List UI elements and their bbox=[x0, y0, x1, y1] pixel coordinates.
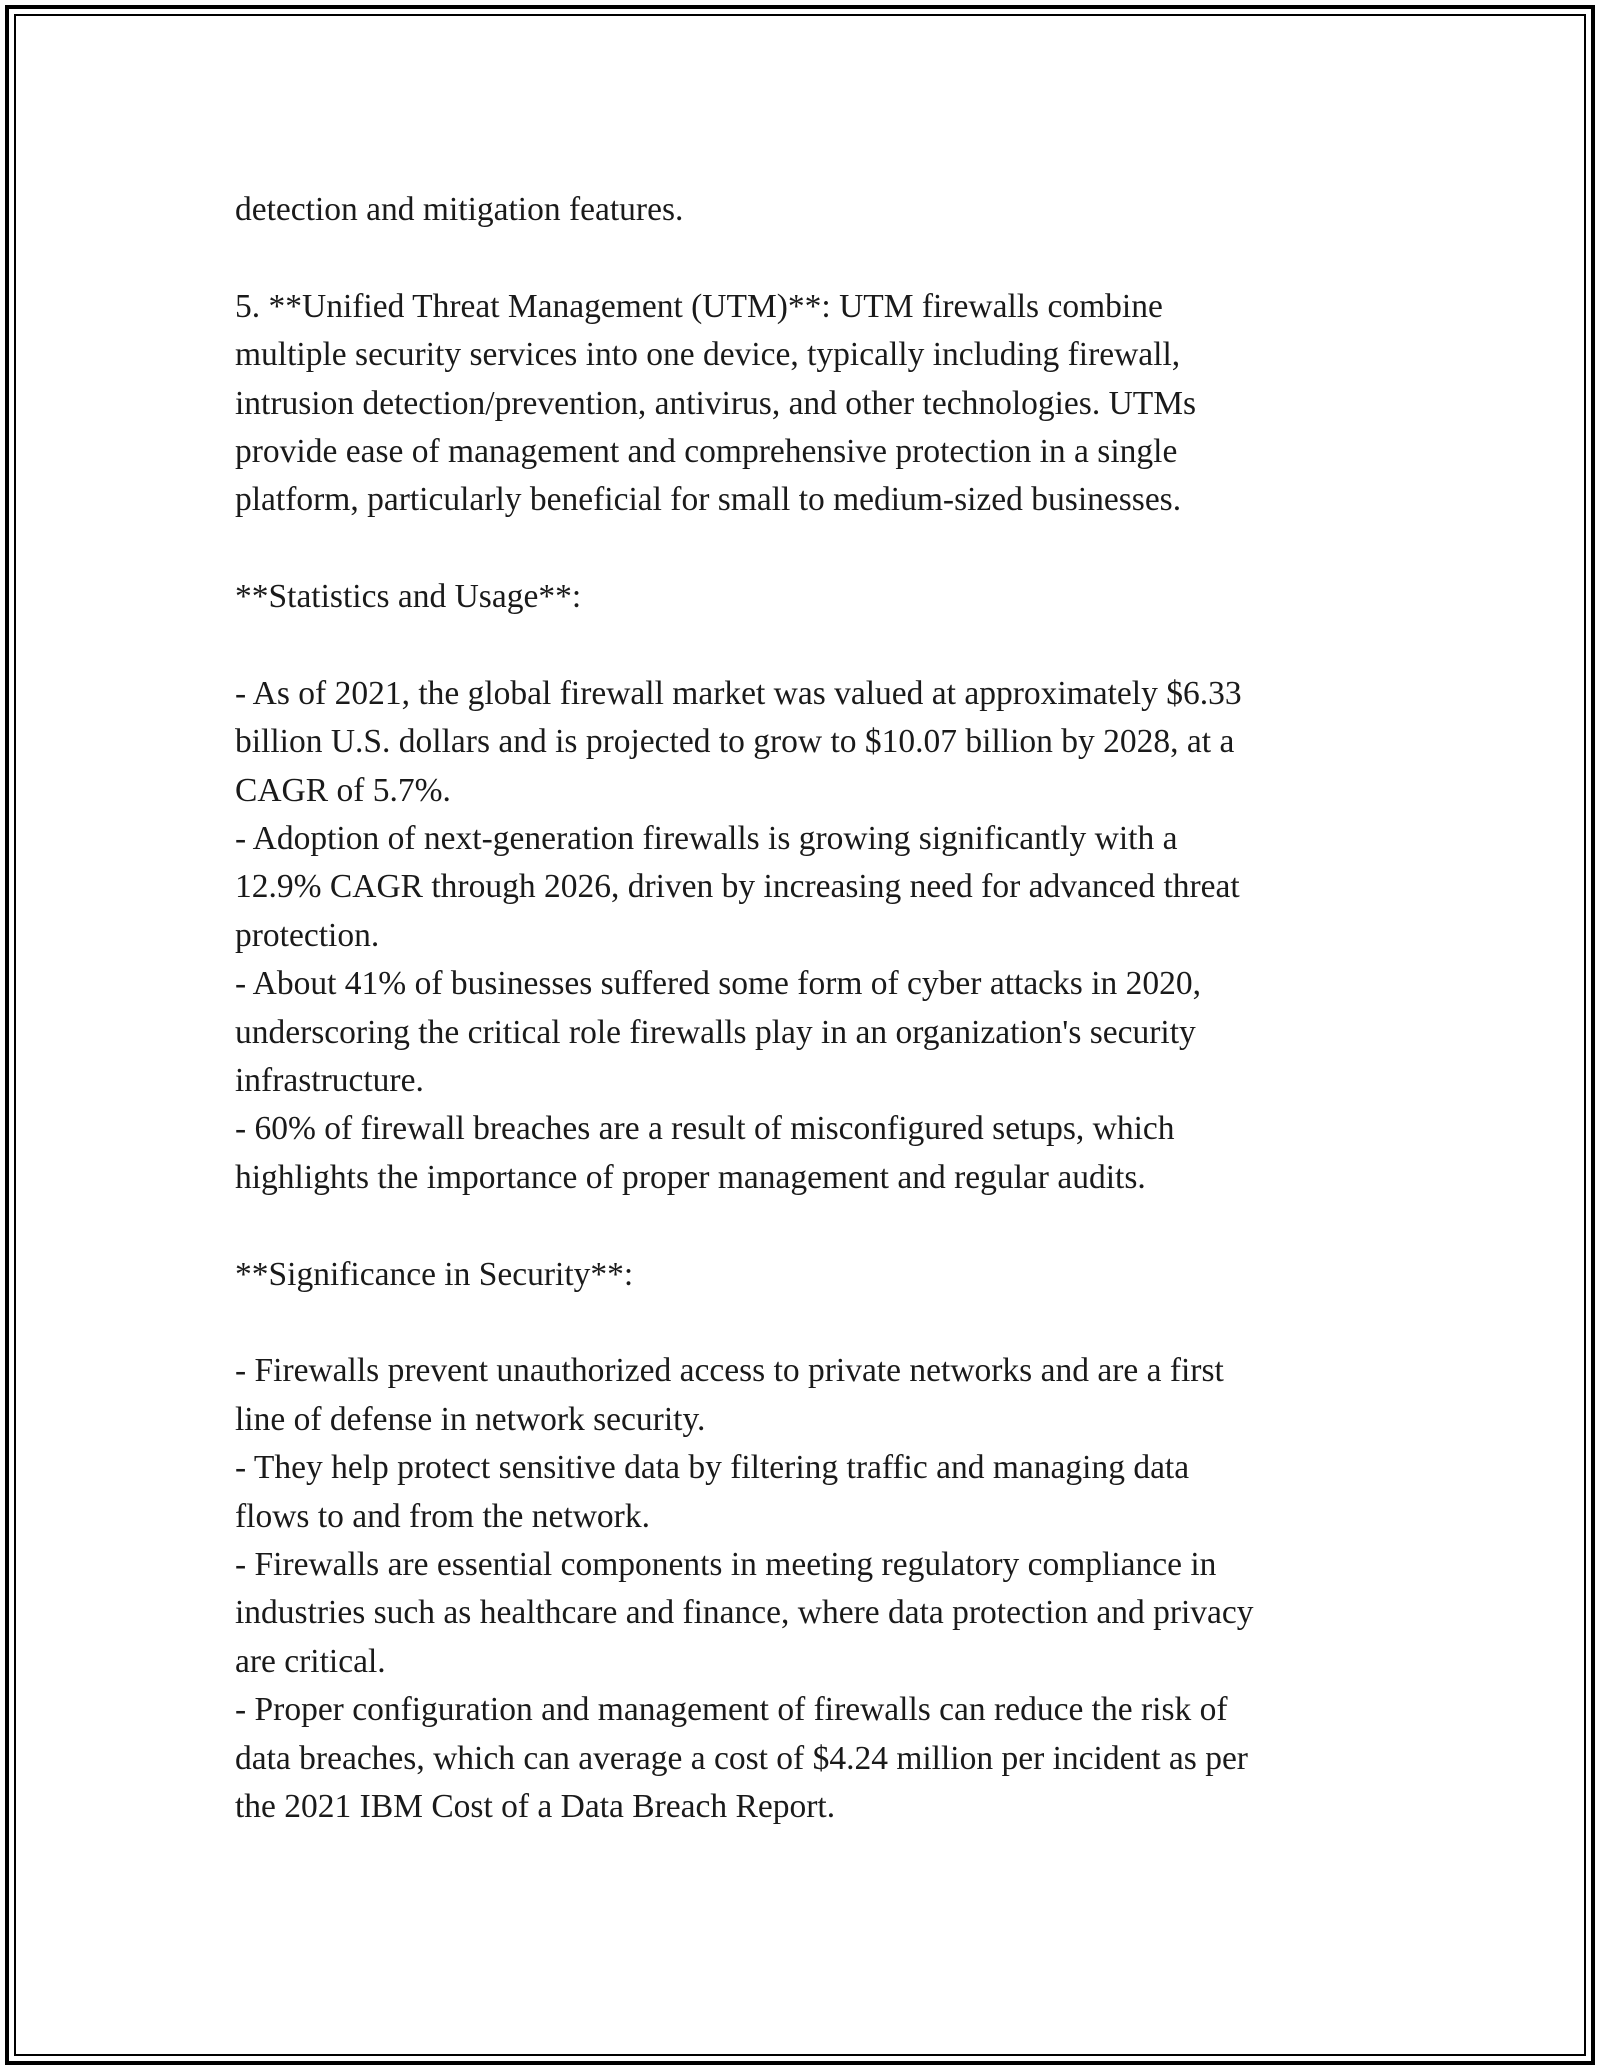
text-line: are critical. bbox=[235, 1642, 386, 1680]
section-heading: **Significance in Security**: bbox=[235, 1255, 634, 1293]
statistics-heading bbox=[235, 573, 1370, 621]
text-line: - Firewalls are essential components in meeting regulatory compliance in bbox=[235, 1545, 1217, 1583]
text-line: highlights the importance of proper management and regular audits. bbox=[235, 1158, 1146, 1196]
document-body bbox=[235, 186, 1370, 1831]
text-line: 5. **Unified Threat Management (UTM)**: UTM firewalls combine bbox=[235, 287, 1163, 325]
statistics-bullet bbox=[235, 1105, 1370, 1202]
text-line: 12.9% CAGR through 2026, driven by increasing need for advanced threat bbox=[235, 868, 1240, 906]
text-line: - As of 2021, the global firewall market was valued at approximately $6.33 bbox=[235, 674, 1242, 712]
text-line: underscoring the critical role firewalls play in an organization's security bbox=[235, 1013, 1196, 1051]
text-line: line of defense in network security. bbox=[235, 1400, 706, 1438]
statistics-list bbox=[235, 670, 1370, 1202]
paragraph-spacer bbox=[235, 525, 1370, 573]
significance-bullet bbox=[235, 1541, 1370, 1686]
text-line: flows to and from the network. bbox=[235, 1497, 650, 1535]
paragraph-spacer bbox=[235, 234, 1370, 282]
significance-bullet bbox=[235, 1444, 1370, 1541]
text-line: platform, particularly beneficial for small to medium-sized businesses. bbox=[235, 481, 1182, 519]
significance-bullet bbox=[235, 1686, 1370, 1831]
section-heading: **Statistics and Usage**: bbox=[235, 578, 582, 616]
statistics-bullet bbox=[235, 670, 1370, 815]
text-line: CAGR of 5.7%. bbox=[235, 771, 451, 809]
utm-list-item bbox=[235, 283, 1370, 525]
text-line: - They help protect sensitive data by filtering traffic and managing data bbox=[235, 1449, 1190, 1487]
text-line: data breaches, which can average a cost of $4.24 million per incident as per bbox=[235, 1739, 1248, 1777]
paragraph-spacer bbox=[235, 1299, 1370, 1347]
paragraph-spacer bbox=[235, 622, 1370, 670]
text-line: - Proper configuration and management of firewalls can reduce the risk of bbox=[235, 1691, 1228, 1729]
text-line: infrastructure. bbox=[235, 1062, 424, 1100]
text-line: - About 41% of businesses suffered some form of cyber attacks in 2020, bbox=[235, 965, 1202, 1003]
text-line: provide ease of management and comprehensive protection in a single bbox=[235, 432, 1178, 470]
text-line: the 2021 IBM Cost of a Data Breach Report. bbox=[235, 1787, 836, 1825]
paragraph-spacer bbox=[235, 1202, 1370, 1250]
text-line: multiple security services into one device, typically including firewall, bbox=[235, 336, 1181, 374]
significance-heading bbox=[235, 1251, 1370, 1299]
text-line: detection and mitigation features. bbox=[235, 191, 684, 228]
text-line: intrusion detection/prevention, antivirus, and other technologies. UTMs bbox=[235, 384, 1197, 422]
statistics-bullet bbox=[235, 960, 1370, 1105]
significance-list bbox=[235, 1347, 1370, 1831]
statistics-bullet bbox=[235, 815, 1370, 960]
text-line: - 60% of firewall breaches are a result of misconfigured setups, which bbox=[235, 1110, 1175, 1148]
text-line: industries such as healthcare and finance, where data protection and privacy bbox=[235, 1594, 1254, 1632]
continuation-paragraph bbox=[235, 186, 1370, 234]
significance-bullet bbox=[235, 1347, 1370, 1444]
text-line: billion U.S. dollars and is projected to grow to $10.07 billion by 2028, at a bbox=[235, 723, 1235, 761]
text-line: - Firewalls prevent unauthorized access to private networks and are a first bbox=[235, 1352, 1224, 1390]
text-line: - Adoption of next-generation firewalls is growing significantly with a bbox=[235, 820, 1178, 858]
text-line: protection. bbox=[235, 916, 380, 954]
